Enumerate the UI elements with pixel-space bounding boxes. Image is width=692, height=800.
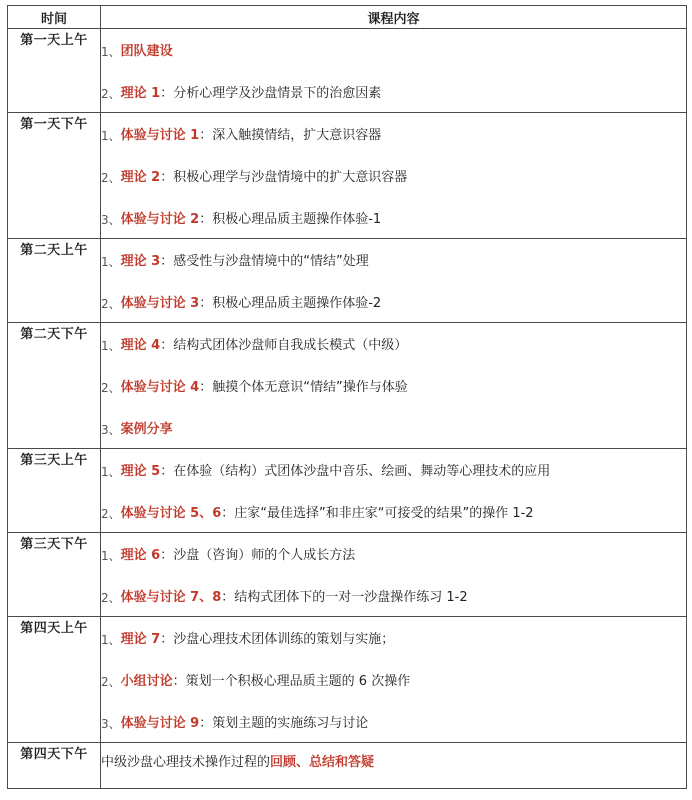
schedule-row — [8, 29, 687, 113]
session-time: 第二天上午 — [8, 239, 101, 323]
session-content — [101, 29, 687, 113]
content-line — [101, 253, 686, 271]
item-highlight: 理论 7 — [120, 632, 161, 647]
content-line — [101, 673, 686, 691]
content-line — [101, 463, 686, 481]
item-prefix-text: 中级沙盘心理技术操作过程的 — [101, 755, 271, 770]
item-number: 1、 — [101, 549, 121, 563]
item-highlight: 小组讨论 — [120, 674, 173, 689]
item-highlight: 体验与讨论 2 — [120, 212, 200, 227]
schedule-row — [8, 449, 687, 533]
content-line — [101, 547, 686, 565]
schedule-row — [8, 533, 687, 617]
item-text: ：积极心理品质主题操作体验-1 — [199, 212, 382, 227]
item-text: ：沙盘心理技术团体训练的策划与实施； — [160, 632, 395, 647]
item-highlight: 理论 6 — [120, 548, 161, 563]
header-time: 时间 — [8, 6, 101, 29]
item-text: ：庄家“最佳选择”和非庄家“可接受的结果”的操作 1-2 — [221, 506, 534, 521]
course-schedule-table — [7, 5, 687, 789]
item-highlight: 理论 1 — [120, 86, 161, 101]
item-number: 3、 — [101, 213, 121, 227]
session-time: 第一天下午 — [8, 113, 101, 239]
session-time: 第一天上午 — [8, 29, 101, 113]
session-content — [101, 113, 687, 239]
content-line — [101, 127, 686, 145]
content-line — [101, 43, 686, 61]
session-content — [101, 239, 687, 323]
content-line — [101, 295, 686, 313]
item-text: ：深入触摸情结，扩大意识容器 — [199, 128, 382, 143]
schedule-body — [8, 29, 687, 789]
item-number: 1、 — [101, 633, 121, 647]
item-number: 3、 — [101, 717, 121, 731]
session-content — [101, 617, 687, 743]
item-text: ：在体验（结构）式团体沙盘中音乐、绘画、舞动等心理技术的应用 — [160, 464, 551, 479]
item-text: ：策划主题的实施练习与讨论 — [199, 716, 369, 731]
item-number: 2、 — [101, 507, 121, 521]
item-highlight: 体验与讨论 5、6 — [120, 506, 222, 521]
item-number: 1、 — [101, 255, 121, 269]
content-line — [101, 169, 686, 187]
item-text: ：沙盘（咨询）师的个人成长方法 — [160, 548, 356, 563]
item-text: ：分析心理学及沙盘情景下的治愈因素 — [160, 86, 382, 101]
item-highlight: 回顾、总结和答疑 — [270, 755, 375, 770]
schedule-row — [8, 743, 687, 789]
item-highlight: 理论 4 — [120, 338, 161, 353]
item-highlight: 理论 5 — [120, 464, 161, 479]
content-line — [101, 421, 686, 439]
content-line — [101, 631, 686, 649]
content-line — [101, 211, 686, 229]
item-number: 2、 — [101, 381, 121, 395]
content-line — [101, 754, 686, 772]
item-number: 1、 — [101, 129, 121, 143]
header-row — [8, 6, 687, 29]
item-number: 2、 — [101, 591, 121, 605]
item-number: 2、 — [101, 171, 121, 185]
content-line — [101, 337, 686, 355]
session-time: 第四天上午 — [8, 617, 101, 743]
session-content — [101, 449, 687, 533]
item-highlight: 体验与讨论 7、8 — [120, 590, 222, 605]
item-number: 3、 — [101, 423, 121, 437]
schedule-row — [8, 323, 687, 449]
item-number: 2、 — [101, 297, 121, 311]
schedule-row — [8, 617, 687, 743]
session-content — [101, 533, 687, 617]
content-line — [101, 505, 686, 523]
content-line — [101, 379, 686, 397]
item-highlight: 体验与讨论 9 — [120, 716, 200, 731]
item-text: ：感受性与沙盘情境中的“情结”处理 — [160, 254, 369, 269]
item-text: ：策划一个积极心理品质主题的 6 次操作 — [172, 674, 411, 689]
item-number: 2、 — [101, 87, 121, 101]
session-time: 第三天上午 — [8, 449, 101, 533]
item-text: ：结构式团体下的一对一沙盘操作练习 1-2 — [221, 590, 468, 605]
item-text: ：积极心理品质主题操作体验-2 — [199, 296, 382, 311]
item-number: 1、 — [101, 45, 121, 59]
content-line — [101, 85, 686, 103]
item-highlight: 体验与讨论 4 — [120, 380, 200, 395]
schedule-row — [8, 239, 687, 323]
content-line — [101, 589, 686, 607]
item-number: 2、 — [101, 675, 121, 689]
item-text: ：积极心理学与沙盘情境中的扩大意识容器 — [160, 170, 408, 185]
item-text: ：结构式团体沙盘师自我成长模式（中级） — [160, 338, 408, 353]
item-highlight: 理论 2 — [120, 170, 161, 185]
session-time: 第三天下午 — [8, 533, 101, 617]
item-highlight: 体验与讨论 1 — [120, 128, 200, 143]
item-number: 1、 — [101, 339, 121, 353]
item-highlight: 理论 3 — [120, 254, 161, 269]
session-content — [101, 323, 687, 449]
session-time: 第四天下午 — [8, 743, 101, 789]
session-content — [101, 743, 687, 789]
content-line — [101, 715, 686, 733]
schedule-row — [8, 113, 687, 239]
item-highlight: 案例分享 — [120, 422, 173, 437]
session-time: 第二天下午 — [8, 323, 101, 449]
item-text: ：触摸个体无意识“情结”操作与体验 — [199, 380, 408, 395]
item-number: 1、 — [101, 465, 121, 479]
header-content: 课程内容 — [101, 6, 687, 29]
item-highlight: 体验与讨论 3 — [120, 296, 200, 311]
item-highlight: 团队建设 — [120, 44, 173, 59]
